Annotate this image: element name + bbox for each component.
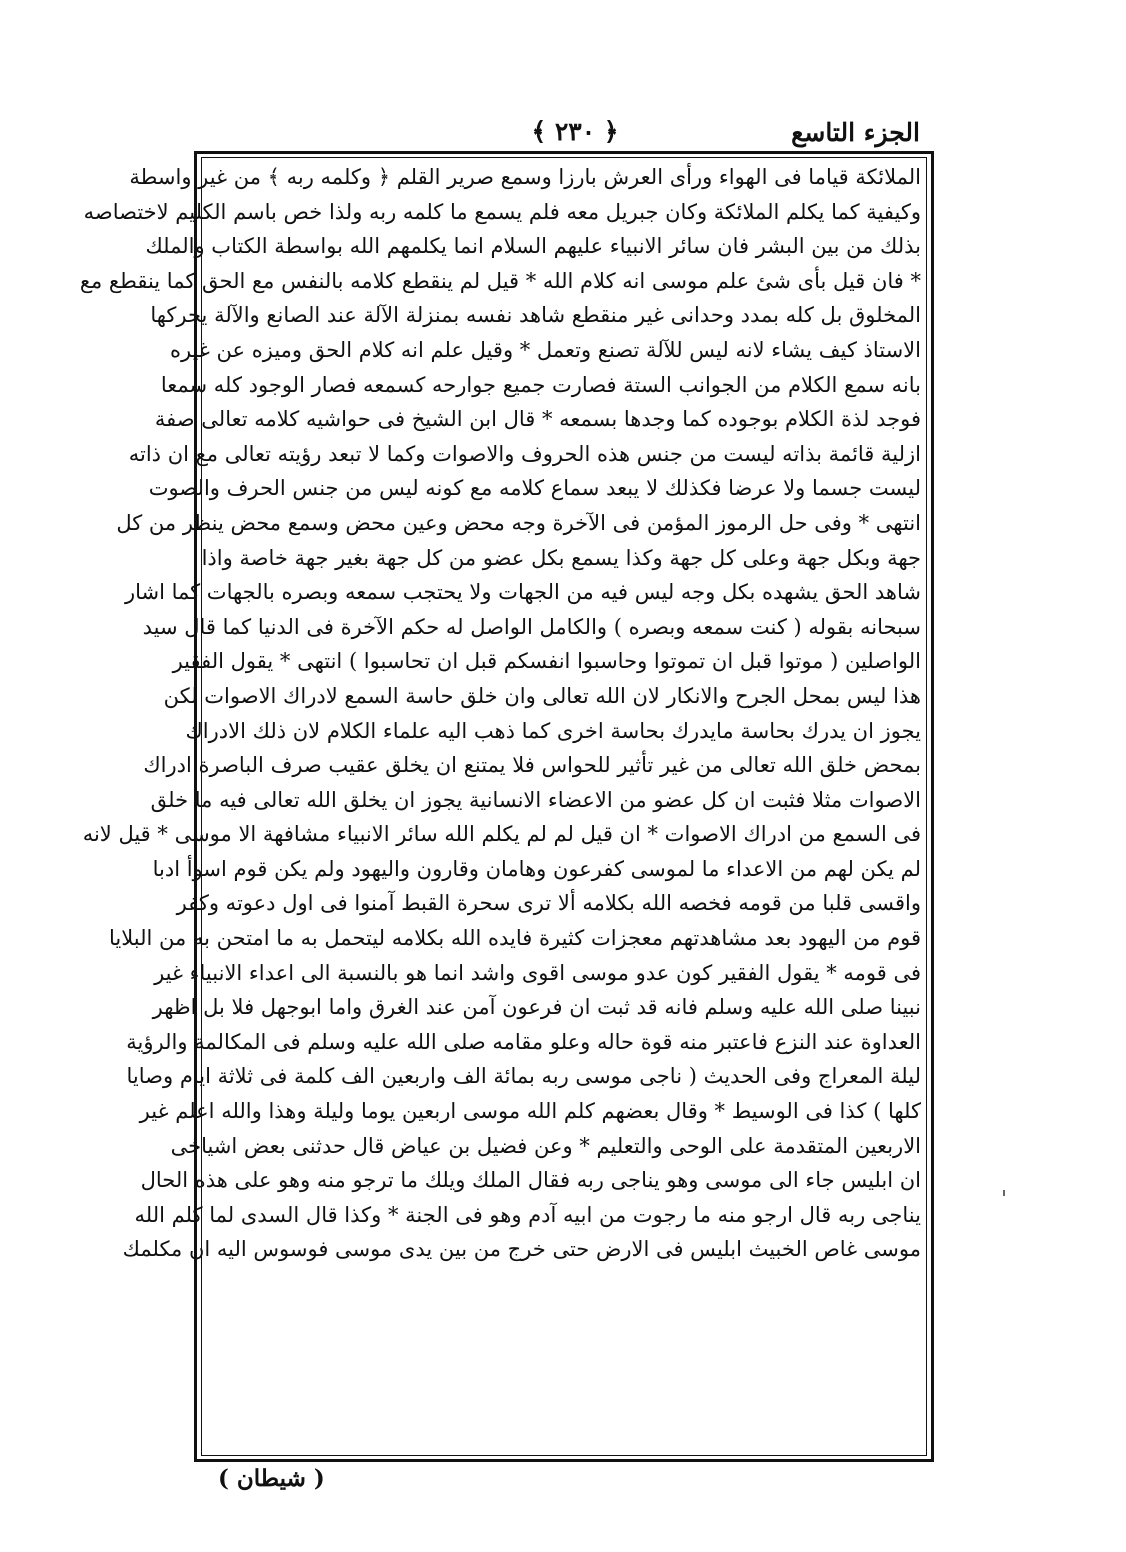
- main-text-block: [79, 160, 921, 1267]
- text-line: شاهد الحق يشهده بكل وجه ليس فيه من الجهات ولا يحتجب سمعه وبصره بالجهات كما اشار: [124, 580, 921, 605]
- text-line: العداوة عند النزع فاعتبر منه قوة حاله وعلو مقامه صلى الله عليه وسلم فى المكالمة والرؤية: [126, 1029, 921, 1054]
- text-line: نبينا صلى الله عليه وسلم فانه قد ثبت ان فرعون آمن عند الغرق واما ابوجهل فلا بل اظهر: [152, 995, 921, 1020]
- text-line: الاستاذ كيف يشاء لانه ليس للآلة تصنع وتعمل * وقيل علم انه كلام الحق وميزه عن غيره: [169, 337, 921, 362]
- text-line: ازلية قائمة بذاته ليست من جنس هذه الحروف والاصوات وكما لا تبعد رؤيته تعالى مع ان ذاته: [128, 441, 921, 466]
- text-line: بانه سمع الكلام من الجوانب الستة فصارت جميع جوارحه كسمعه فصار الوجود كله سمعا: [160, 372, 921, 397]
- text-line: الملائكة قياما فى الهواء ورأى العرش بارزا وسمع صرير القلم ﴿ وكلمه ربه ﴾ من غير واسطة: [129, 165, 921, 189]
- text-line: يجوز ان يدرك بحاسة مايدرك بحاسة اخرى كما ذهب اليه علماء الكلام لان ذلك الادراك: [185, 718, 921, 743]
- text-line: لم يكن لهم من الاعداء ما لموسى كفرعون وهامان وقارون واليهود ولم يكن قوم اسوأ ادبا: [152, 856, 921, 881]
- text-line: فى السمع من ادراك الاصوات * ان قيل لم لم يكلم الله سائر الانبياء مشافهة الا موسى * قيل لانه: [82, 822, 921, 847]
- text-line: قوم من اليهود بعد مشاهدتهم معجزات كثيرة فايده الله بكلامه ليتحمل به ما امتحن به من البلايا: [108, 926, 921, 951]
- text-line: الاربعين المتقدمة على الوحى والتعليم * وعن فضيل بن عياض قال حدثنى بعض اشياخى: [170, 1133, 921, 1158]
- text-line: * فان قيل بأى شئ علم موسى انه كلام الله * قيل لم ينقطع كلامه بالنفس مع الحق كما ينقطع مع: [79, 268, 921, 293]
- text-line: الاصوات مثلا فثبت ان كل عضو من الاعضاء الانسانية يجوز ان يخلق الله تعالى فيه ما خلق: [150, 787, 921, 812]
- text-line: كلها ) كذا فى الوسيط * وقال بعضهم كلم الله موسى اربعين يوما وليلة وهذا والله اعلم غير: [139, 1099, 921, 1124]
- text-line: ليست جسما ولا عرضا فكذلك لا يبعد سماع كلامه مع كونه ليس من جنس الحرف والصوت: [148, 476, 921, 501]
- page-number: ﴿ ٢٣٠ ﴾: [531, 117, 619, 146]
- text-line: وكيفية كما يكلم الملائكة وكان جبريل معه فلم يسمع ما كلمه ربه ولذا خص باسم الكليم لاختصاصه: [83, 199, 921, 224]
- text-line: سبحانه بقوله ( كنت سمعه وبصره ) والكامل الواصل له حكم الآخرة فى الدنيا كما قال سيد: [142, 614, 921, 639]
- catchword: ( شيطان ): [218, 1465, 325, 1492]
- text-line: ان ابليس جاء الى موسى وهو يناجى ربه فقال الملك ويلك ما ترجو منه وهو على هذه الحال: [140, 1168, 921, 1193]
- part-title: الجزء التاسع: [791, 118, 920, 147]
- text-line: بمحض خلق الله تعالى من غير تأثير للحواس فلا يمتنع ان يخلق عقيب صرف الباصرة ادراك: [143, 753, 921, 778]
- text-line: يناجى ربه قال ارجو منه ما رجوت من ابيه آدم وهو فى الجنة * وكذا قال السدى لما كلم الله: [134, 1202, 921, 1227]
- text-line: موسى غاص الخبيث ابليس فى الارض حتى خرج من بين يدى موسى فوسوس اليه ان مكلمك: [122, 1237, 921, 1262]
- text-line: واقسى قلبا من قومه فخصه الله بكلامه ألا ترى سحرة القبط آمنوا فى اول دعوته وكفر: [176, 891, 921, 916]
- text-line: فى قومه * يقول الفقير كون عدو موسى اقوى واشد انما هو بالنسبة الى اعداء الانبياء غير: [154, 960, 921, 985]
- text-line: الواصلين ( موتوا قبل ان تموتوا وحاسبوا انفسكم قبل ان تحاسبوا ) انتهى * يقول الفقير: [172, 649, 921, 674]
- text-line: بذلك من بين البشر فان سائر الانبياء عليهم السلام انما يكلمهم الله بواسطة الكتاب والملك: [145, 234, 921, 259]
- text-line: المخلوق بل كله بمدد وحدانى غير منقطع شاهد نفسه بمنزلة الآلة عند الصانع والآلة يحركها: [150, 303, 921, 328]
- text-line: هذا ليس بمحل الجرح والانكار لان الله تعالى وان خلق حاسة السمع لادراك الاصوات لكن: [163, 683, 921, 708]
- margin-mark: [1003, 1190, 1005, 1196]
- text-line: جهة وبكل جهة وعلى كل جهة وكذا يسمع بكل عضو من كل جهة بغير جهة خاصة واذا: [201, 545, 921, 570]
- text-line: فوجد لذة الكلام بوجوده كما وجدها بسمعه * قال ابن الشيخ فى حواشيه كلامه تعالى صفة: [154, 407, 921, 432]
- text-line: انتهى * وفى حل الرموز المؤمن فى الآخرة وجه محض وعين محض وسمع محض ينظر من كل: [116, 510, 921, 535]
- text-line: ليلة المعراج وفى الحديث ( ناجى موسى ربه بمائة الف واربعين الف كلمة فى ثلاثة ايام وصايا: [126, 1064, 921, 1089]
